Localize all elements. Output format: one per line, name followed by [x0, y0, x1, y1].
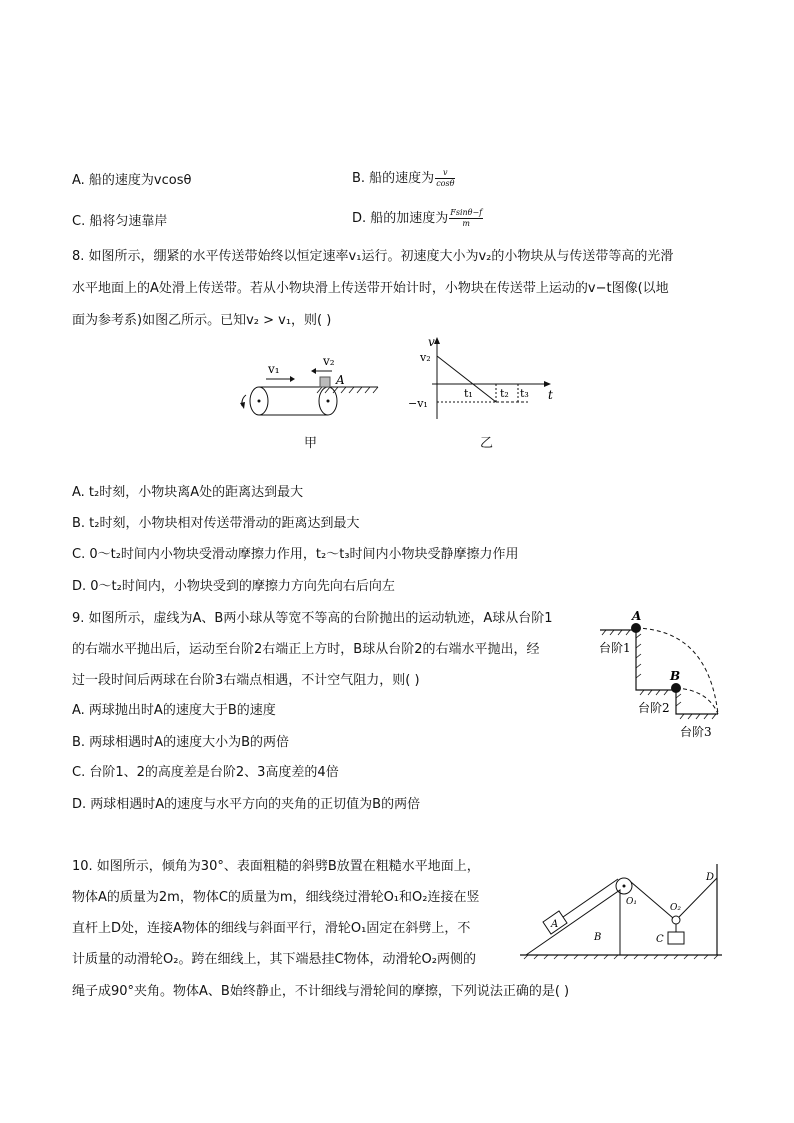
q9-option-d: D. 两球相遇时A的速度与水平方向的夹角的正切值为B的两倍: [72, 797, 421, 812]
q7-option-d-fraction: [449, 208, 483, 229]
q7-option-b: [352, 168, 455, 189]
q7-option-a: A. 船的速度为vcosθ: [72, 173, 192, 188]
q7-option-b-text: B. 船的速度为: [352, 171, 435, 186]
fraction-denominator: m: [462, 219, 470, 228]
q10-stem-line-3: 直杆上D处，连接A物体的细线与斜面平行，滑轮O₁固定在斜劈上，不: [72, 921, 471, 936]
point-d-label: D: [706, 872, 715, 883]
v2-tick-label: v₂: [420, 351, 431, 364]
q9-stem-line-2: 的右端水平抛出后，运动至台阶2右端正上方时，B球从台阶2的右端水平抛出，经: [72, 642, 540, 657]
rope-o2-to-d: [679, 878, 717, 917]
q9-option-c: C. 台阶1、2的高度差是台阶2、3高度差的4倍: [72, 765, 339, 780]
q7-option-b-fraction: [435, 168, 455, 189]
v2-label: v₂: [323, 354, 335, 368]
q8-conveyor-figure: [228, 350, 388, 430]
t2-tick-label: t₂: [500, 387, 509, 400]
fraction-numerator: Fsinθ−f: [450, 208, 483, 217]
pulley-o1-label: O₁: [626, 897, 637, 907]
q8-stem-line-1: 8. 如图所示，绷紧的水平传送带始终以恒定速率v₁运行。初速度大小为v₂的小物块从与传送带等高的光滑: [72, 249, 674, 264]
fraction-numerator: v: [435, 168, 455, 179]
point-a-label: A: [336, 373, 345, 387]
q10-stem-line-5: 绳子成90°夹角。物体A、B始终静止，不计细线与滑轮间的摩擦，下列说法正确的是( ): [72, 984, 570, 999]
q9-stem-line-3: 过一段时间后两球在台阶3右端点相遇，不计空气阻力，则( ): [72, 673, 420, 688]
q8-stem-line-2: 水平地面上的A处滑上传送带。若从小物块滑上传送带开始计时，小物块在传送带上运动的v−t图像(以地: [72, 281, 669, 296]
v2-arrowhead-icon: [311, 368, 316, 374]
block-c-label: C: [656, 934, 664, 945]
q8-option-c: C. 0～t₂时间内小物块受滑动摩擦力作用，t₂～t₃时间内小物块受静摩擦力作用: [72, 547, 519, 562]
q8-option-b: B. t₂时刻，小物块相对传送带滑动的距离达到最大: [72, 516, 360, 531]
ball-b-label: B: [670, 669, 681, 683]
q9-option-b: B. 两球相遇时A的速度大小为B的两倍: [72, 735, 289, 750]
q7-option-d-text: D. 船的加速度为: [352, 211, 449, 226]
t-axis-label: t: [548, 388, 553, 402]
v1-arrowhead-icon: [290, 376, 295, 382]
v-axis-label: v: [428, 335, 435, 349]
v1-label: v₁: [268, 362, 280, 376]
v-axis-arrowhead-icon: [434, 337, 440, 344]
t3-tick-label: t₃: [520, 387, 529, 400]
block-c: [668, 932, 684, 944]
fraction-denominator: cosθ: [436, 179, 455, 188]
left-roller-axle: [258, 400, 261, 403]
block-a-label: A: [551, 919, 559, 930]
wedge-b-label: B: [594, 932, 602, 943]
q8-figure-left-caption: 甲: [304, 436, 318, 451]
q10-stem-line-4: 计质量的动滑轮O₂。跨在细线上，其下端悬挂C物体，动滑轮O₂两侧的: [72, 952, 476, 967]
step-3-label: 台阶3: [680, 725, 712, 739]
q9-stem-line-1: 9. 如图所示，虚线为A、B两小球从等宽不等高的台阶抛出的运动轨迹，A球从台阶1: [72, 611, 553, 626]
step-1-label: 台阶1: [599, 641, 631, 655]
q8-stem-line-3: 面为参考系)如图乙所示。已知v₂ > v₁，则( ): [72, 313, 332, 328]
t-axis-arrowhead-icon: [544, 381, 551, 387]
rope-a-to-o1: [563, 879, 618, 917]
q8-option-d: D. 0～t₂时间内，小物块受到的摩擦力方向先向右后向左: [72, 579, 395, 594]
rotation-arrowhead-icon: [240, 402, 245, 409]
neg-v1-tick-label: −v₁: [408, 397, 428, 410]
pulley-o2: [672, 916, 680, 924]
q7-option-d: [352, 208, 483, 229]
q10-stem-line-2: 物体A的质量为2m，物体C的质量为m，细线绕过滑轮O₁和O₂连接在竖: [72, 890, 480, 905]
pulley-o1-axle: [623, 885, 626, 888]
rope-o1-to-o2: [631, 882, 673, 918]
q7-option-c: C. 船将匀速靠岸: [72, 214, 168, 229]
t1-tick-label: t₁: [464, 387, 473, 400]
ball-a-label: A: [632, 609, 642, 623]
q9-steps-figure: [596, 608, 724, 746]
small-block: [320, 377, 330, 387]
step-2-label: 台阶2: [638, 701, 670, 715]
wedge-b: [526, 890, 620, 955]
ground-hatching: [317, 387, 378, 393]
trajectory-b: [676, 688, 718, 714]
q8-vt-graph: [408, 334, 568, 424]
q8-option-a: A. t₂时刻，小物块离A处的距离达到最大: [72, 485, 304, 500]
q9-option-a: A. 两球抛出时A的速度大于B的速度: [72, 703, 276, 718]
q8-figure-right-caption: 乙: [480, 436, 494, 451]
right-roller-axle: [327, 400, 330, 403]
q10-stem-line-1: 10. 如图所示，倾角为30°、表面粗糙的斜劈B放置在粗糙水平地面上，: [72, 859, 480, 874]
pulley-o2-label: O₂: [670, 903, 681, 913]
q10-incline-figure: [516, 860, 726, 960]
